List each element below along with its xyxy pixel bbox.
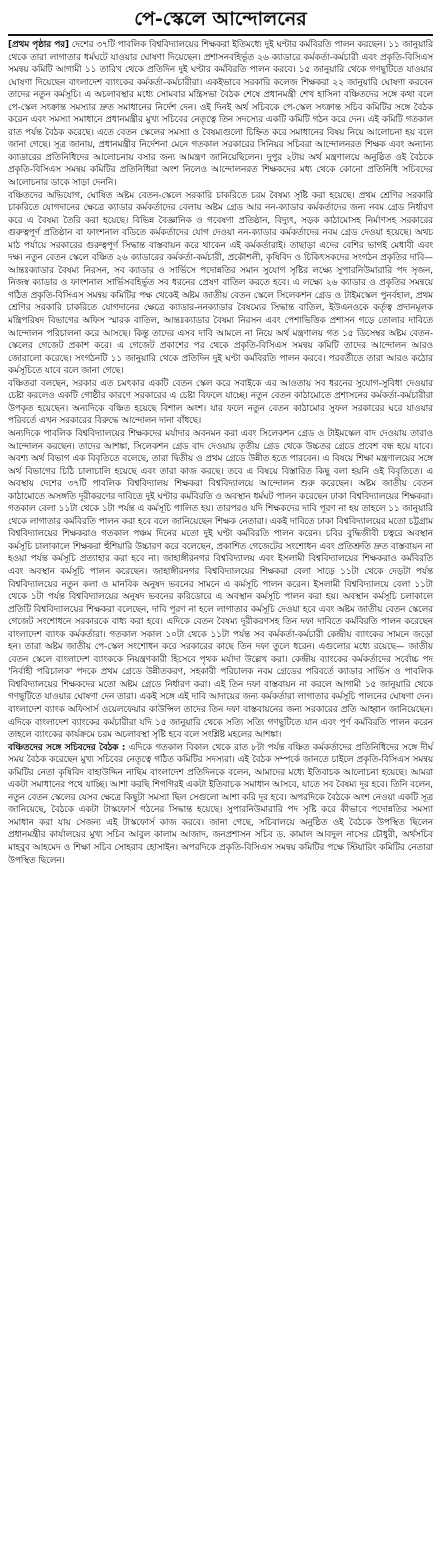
continuation-tag: [প্রথম পৃষ্ঠার পর] — [8, 40, 69, 50]
article-paragraph-5 — [8, 742, 433, 867]
article-paragraph-3: বঞ্চিতরা বলছেন, সরকার এত চমৎকার একটি বেতন স্কেল করে সবাইকে এর আওতায় সব ধরনের সুযোগ-সুবিধা দেওয়ার চেষ্টা করলেও একটি গোষ্ঠীর কারণে সরকারের এ চেষ্টা বিফলে যাচ্ছে। নতুন বেতন কাঠামোতে প্রশাসনের কর্মকর্তা-কর্মচারীরা উপকৃত হয়েছেন। অন্যদিকে বঞ্চিত হয়েছে বিশাল অংশ। যার ফলে নতুন বেতন কাঠামোর সুফল সরকারের ঘরে যাওয়ার পরিবর্তে এখন সরকারের বিরুদ্ধে আন্দোলন দানা বাঁধছে। — [8, 378, 433, 427]
article-paragraph-2: বঞ্চিতদের অভিযোগ, ঘোষিত অষ্টম বেতন-স্কেলে সরকারি চাকরিতে চরম বৈষম্য সৃষ্টি করা হয়েছে। প্রথম শ্রেণির সরকারি চাকরিতে যোগদানের ক্ষেত্রে ক্যাডার কর্মকর্তাদের বেলায় অষ্টম গ্রেড আর নন-ক্যাডার কর্মকর্তাদের জন্য নবম গ্রেড নির্ধারণ করে এ বৈষম্য তৈরি করা হয়েছে। বিভিন্ন বৈজ্ঞানিক ও গবেষণা প্রতিষ্ঠান, বিদ্যুৎ, সড়ক কাঠামোসহ নির্মাণসহ সরকারের গুরুত্বপূর্ণ প্রতিষ্ঠান বা ফাংশনাল বডিতে কর্মকর্তাদের যোগ দেওয়া নন-ক্যাডার কর্মকর্তাদের নবম গ্রেড দেওয়া হয়েছে। অথচ মাঠ পর্যায়ে সরকারের গুরুত্বপূর্ণ সিদ্ধান্ত বাস্তবায়ন করে থাকেন এই কর্মকর্তারাই। তাছাড়া এদের বেশির ভাগই মেধাবী এবং দক্ষ। নতুন বেতন স্কেলে বঞ্চিত ২৬ ক্যাডারের কর্মকর্তা-কর্মচারী, প্রকৌশলী, কৃষিবিদ ও চিকিৎসকদের সংগঠন প্রকৃতির দাবি— আন্তঃক্যাডার বৈষম্য নিরসন, সব ক্যাডার ও সার্ভিসে পদোন্নতির সমান সুযোগ সৃষ্টির লক্ষ্যে সুপারনিউমারারি পদ সৃজন, নিজস্ব ক্যাডার ও ফাংশনাল সার্ভিসবহির্ভূত সব ধরনের প্রেষণ বাতিল করতে হবে। এ লক্ষ্যে ২৬ ক্যাডার ও প্রকৃতির সমন্বয়ে গঠিত প্রকৃতি-বিসিএস সমন্বয় কমিটির পক্ষ থেকেই অষ্টম জাতীয় বেতন স্কেলে সিলেকশন গ্রেড ও টাইমস্কেল পুনর্বহাল, প্রথম শ্রেণির সরকারি চাকরিতে যোগদানের ক্ষেত্রে ক্যাডার-ননক্যাডার বৈষম্যের সিদ্ধান্ত বাতিল, ইউএনওকে কর্তৃত্ব প্রদানমূলক মন্ত্রিপরিষদ বিভাগের অফিস স্মারক বাতিল, আন্তঃক্যাডার বৈষম্য নিরসন এবং পেশাভিত্তিক প্রশাসন গড়ে তোলার দাবিতে আন্দোলন পরিচালনা করে আসছে। কিন্তু তাদের এসব দাবি আমলে না নিয়ে অর্থ মন্ত্রণালয় গত ১৫ ডিসেম্বর অষ্টম বেতন-স্কেলের গেজেট প্রকাশ করে। এ গেজেট প্রকাশের পর থেকে প্রকৃতি-বিসিএস সমন্বয় কমিটি তাদের আন্দোলন আরও জোরালো করেছে। সংগঠনটি ১১ জানুয়ারি থেকে প্রতিদিন দুই ঘণ্টা কর্মবিরতি পালন করবে। পরবর্তীতে তারা আরও কঠোর কর্মসূচিতে যাবে বলে জানা গেছে। — [8, 190, 433, 377]
paragraph-5-text: এদিকে গতকাল বিকাল থেকে রাত ৮টা পর্যন্ত বঞ্চিত কর্মকর্তাদের প্রতিনিধিদের সঙ্গে দীর্ঘ সময় বৈঠক করেছেন মুখ্য সচিবের নেতৃত্বে গঠিত কমিটির সদস্যরা। এই বৈঠক সম্পর্কে জানতে চাইলে প্রকৃতি-বিসিএস সমন্বয় কমিটির নেতা কৃষিবিদ বাহাউদ্দিন নাছিম বাংলাদেশ প্রতিদিনকে বলেন, আমাদের মধ্যে ইতিবাচক আলোচনা হয়েছে। আমরা একটা সমাধানের পথে যাচ্ছি। আশা করছি শিগগিরই একটা ইতিবাচক সমাধান আসবে, যাতে সব বৈষম্য দূর হবে। তিনি বলেন, নতুন বেতন স্কেলের যেসব ক্ষেত্রে কিছুটা সমস্যা ছিল সেগুলো আশা করি দূর হবে। অপরদিকে বৈঠকে অংশ নেওয়া একটি সূত্র জানিয়েছে, বৈঠকে একটা টাস্কফোর্স গঠনের সিদ্ধান্ত হয়েছে। সুপারনিউমারারি পদ সৃষ্টি করে কীভাবে পদোন্নতির সমস্যা সমাধান করা যায় সেজন্য এই টাস্কফোর্স কাজ করবে। জানা গেছে, সচিবালয়ে অনুষ্ঠিত ওই বৈঠকে উপস্থিত ছিলেন প্রধানমন্ত্রীর কার্যালয়ের মুখ্য সচিব আবুল কালাম আজাদ, জনপ্রশাসন সচিব ড. কামাল আবদুল নাসের চৌধুরী, অর্থসচিব মাহবুব আহমেদ ও শিক্ষা সচিব সোহরাব হোসাইন। অপরদিকে প্রকৃতি-বিসিএস সমন্বয় কমিটির পক্ষে স্টিয়ারিং কমিটির নেতারা উপস্থিত ছিলেন। — [8, 742, 433, 866]
article-headline: পে-স্কেলে আন্দোলনের — [134, 8, 307, 30]
headline-rule — [8, 34, 433, 36]
article-paragraph-4: অন্যদিকে পাবলিক বিশ্ববিদ্যালয়ের শিক্ষকদের মর্যাদার অবনমন করা এবং সিলেকশন গ্রেড ও টাইমস্কেল বাদ দেওয়ায় তারাও আন্দোলন করছেন। তাদের আশঙ্কা, সিলেকশন গ্রেড বাদ দেওয়ায় তৃতীয় গ্রেড থেকে উচ্চতর গ্রেডে প্রবেশ বন্ধ হয়ে যাবে। অবশ্য অর্থ বিভাগ এক বিবৃতিতে বলেছে, তারা দ্বিতীয় ও প্রথম গ্রেডে উন্নীত হতে পারবেন। এ বিষয়ে শিক্ষা মন্ত্রণালয়ের সঙ্গে অর্থ বিভাগের চিঠি চালাচালি হয়েছে এবং তারা কাজ করছে। তবে এ বিষয়ে বিস্তারিত কিছু বলা হয়নি ওই বিবৃতিতে। এ অবস্থায় দেশের ৩৭টি পাবলিক বিশ্ববিদ্যালয় শিক্ষকরা বিশ্ববিদ্যালয়ে আন্দোলন শুরু করেছেন। অষ্টম জাতীয় বেতন কাঠামোতে অসঙ্গতি দূরীকরণের দাবিতে দুই ঘণ্টার কর্মবিরতি ও অবস্থান ধর্মঘট পালন করেছেন ঢাকা বিশ্ববিদ্যালয়ের শিক্ষকরা। গতকাল বেলা ১১টা থেকে ১টা পর্যন্ত এ কর্মসূচি পালিত হয়। তারপরও যদি শিক্ষকদের দাবি পূরণ না হয় তাহলে ১১ জানুয়ারি থেকে লাগাতার কর্মবিরতি পালন করা হবে বলে জানিয়েছেন শিক্ষক নেতারা। একই দাবিতে ঢাকা বিশ্ববিদ্যালয়ের মতো চট্টগ্রাম বিশ্ববিদ্যালয়ের শিক্ষকরাও গতকাল পঞ্চম দিনের মতো দুই ঘণ্টা কর্মবিরতি পালন করেন। চবির বুদ্ধিজীবী চত্বরে অবস্থান কর্মসূচি চালাকালে শিক্ষকরা হুঁশিয়ারি উচ্চারণ করে বলেছেন, প্রকাশিত গেজেটের সংশোধন এবং প্রতিশ্রুতি দ্রুত বাস্তবায়ন না হওয়া পর্যন্ত কর্মসূচি প্রত্যাহার করা হবে না। জাহাঙ্গীরনগর বিশ্ববিদ্যালয় এবং ইসলামী বিশ্ববিদ্যালয়ের শিক্ষকরাও কর্মবিরতি এবং অবস্থান কর্মসূচি পালন করেছেন। জাহাঙ্গীরনগর বিশ্ববিদ্যালয়ের শিক্ষকরা বেলা সাড়ে ১১টা থেকে দেড়টা পর্যন্ত বিশ্ববিদ্যালয়ের নতুন কলা ও মানবিক অনুষদ ভবনের সামনে এ কর্মসূচি পালন করেন। ইসলামী বিশ্ববিদ্যালয়ে বেলা ১১টা থেকে ১টা পর্যন্ত বিশ্ববিদ্যালয়ের অনুষদ ভবনের করিডোরে এ অবস্থান কর্মসূচি পালন করা হয়। অবস্থান কর্মসূচি চলাকালে প্রতিটি বিশ্ববিদ্যালয়ের শিক্ষকরা বলেছেন, দাবি পূরণ না হলে লাগাতার কর্মসূচি দেওয়া হবে এবং অষ্টম জাতীয় বেতন স্কেলের গেজেট সংশোধনে সরকারকে বাধ্য করা হবে। এদিকে বেতন বৈষম্য দূরীকরণসহ তিন দফা দাবিতে কর্মবিরতি পালন করেছেন বাংলাদেশ ব্যাংক কর্মকর্তারা। গতকাল সকাল ১০টা থেকে ১১টা পর্যন্ত সব কর্মকর্তা-কর্মচারী কেন্দ্রীয় ব্যাংকের সামনে জড়ো হন। তারা অষ্টম জাতীয় পে-স্কেল সংশোধন করে সরকারের কাছে তিন দফা তুলে ধরেন। এগুলোর মধ্যে রয়েছে— জাতীয় বেতন স্কেলে বাংলাদেশ ব্যাংককে নিয়ন্ত্রণকারী হিসেবে পৃথক মর্যাদা উল্লেখ করা। কেন্দ্রীয় ব্যাংকের কর্মকর্তাদের সর্বোচ্চ পদ 'নির্বাহী পরিচালক' পদকে প্রথম গ্রেডে উন্নীতকরণ, সহকারী পরিচালক নবম গ্রেডের পরিবর্তে ক্যাডার সার্ভিস ও পাবলিক বিশ্ববিদ্যালয়ের শিক্ষকদের মতো অষ্টম গ্রেডে নির্ধারণ করা। এই তিন দফা বাস্তবায়ন না করলে আগামী ১৫ জানুয়ারি থেকে গণছুটিতে যাওয়ার ঘোষণা দেন তারা। একই সঙ্গে এই দাবি আদায়ের জন্য কর্মকর্তারা লাগাতার কর্মসূচি পালনের ঘোষণা দেন। বাংলাদেশ ব্যাংক অফিসার্স ওয়েলফেয়ার কাউন্সিল তাদের তিন দফা বাস্তবায়নের জন্য সরকারের প্রতি আহ্বান জানিয়েছেন। এদিকে বাংলাদেশ ব্যাংকের কর্মচারীরা যদি ১৫ জানুয়ারি থেকে সত্যি সত্যি গণছুটিতে যান এবং পূর্ণ কর্মবিরতি পালন করেন তাহলে ব্যাংকের কার্যক্রমে চরম অচলাবস্থা সৃষ্টি হবে বলে সংশ্লিষ্ট মহলের আশঙ্কা। — [8, 428, 433, 741]
section-subhead: বঞ্চিতদের সঙ্গে সচিবদের বৈঠক : — [8, 742, 126, 753]
paragraph-1-text: দেশের ৩৭টি পাবলিক বিশ্ববিদ্যালয়ের শিক্ষকরা ইতিমধ্যে দুই ঘণ্টার কর্মবিরতি পালন করছেন। ১১ জানুয়ারি থেকে তারা লাগাতার ধর্মঘটে যাওয়ার ঘোষণা দিয়েছেন। প্রশাসনবহির্ভূত ২৬ ক্যাডারে কর্মকর্তা-কর্মচারী এবং প্রকৃতি-বিসিএস সমন্বয় কমিটি আগামী ১১ তারিখ থেকে প্রতিদিন দুই ঘণ্টার কর্মবিরতি পালন করবে। ১৫ জানুয়ারি থেকে গণছুটিতে যাওয়ার ঘোষণা দিয়েছেন বাংলাদেশ ব্যাংকের কর্মকর্তা-কর্মচারীরা। একইভাবে সরকারি কলেজ শিক্ষকরা ২২ জানুয়ারি ঘোষণা করবেন তাদের নতুন কর্মসূচি। এ অচলাবস্থার মধ্যে সোমবার মন্ত্রিসভা বৈঠক শেষে প্রধানমন্ত্রী শেখ হাসিনা বঞ্চিতদের সঙ্গে কথা বলে পে-স্কেল সংক্রান্ত সমস্যার দ্রুত সমাধানের নির্দেশ দেন। ওই দিনই অর্থ সচিবকে পে-স্কেল সংক্রান্ত সচিব কমিটির সঙ্গে বৈঠক করেন এবং সমস্যা সমাধানে প্রধানমন্ত্রীর মুখ্য সচিবের নেতৃত্বে তিন সদস্যের একটি কমিটি গঠন করে দেন। এই কমিটি গতকাল রাত পর্যন্ত বৈঠক করেছে। এতে বেতন স্কেলের সমস্যা ও বৈষম্যগুলো চিহ্নিত করে সমাধানের বিষয় নিয়ে আলোচনা হয় বলে জানা গেছে। সূত্র জানায়, প্রধানমন্ত্রীর নির্দেশনা মেনে গতকাল সরকারের সিনিয়র সচিবরা আন্দোলনরত শিক্ষক এবং অন্যান্য ক্যাডারের প্রতিনিধিদের আলোচনায় বসার জন্য আমন্ত্রণ জানিয়েছিলেন। দুপুর ২টায় অর্থ মন্ত্রণালয়ে অনুষ্ঠিত ওই বৈঠকে প্রকৃতি-বিসিএস সমন্বয় কমিটির প্রতিনিধিরা অংশ নিলেও আন্দোলনরত শিক্ষকদের মধ্য থেকে কোনো প্রতিনিধি সচিবদের আলোচনার ডাকে সাড়া দেননি। — [8, 40, 434, 189]
article-paragraph-1 — [8, 39, 433, 190]
